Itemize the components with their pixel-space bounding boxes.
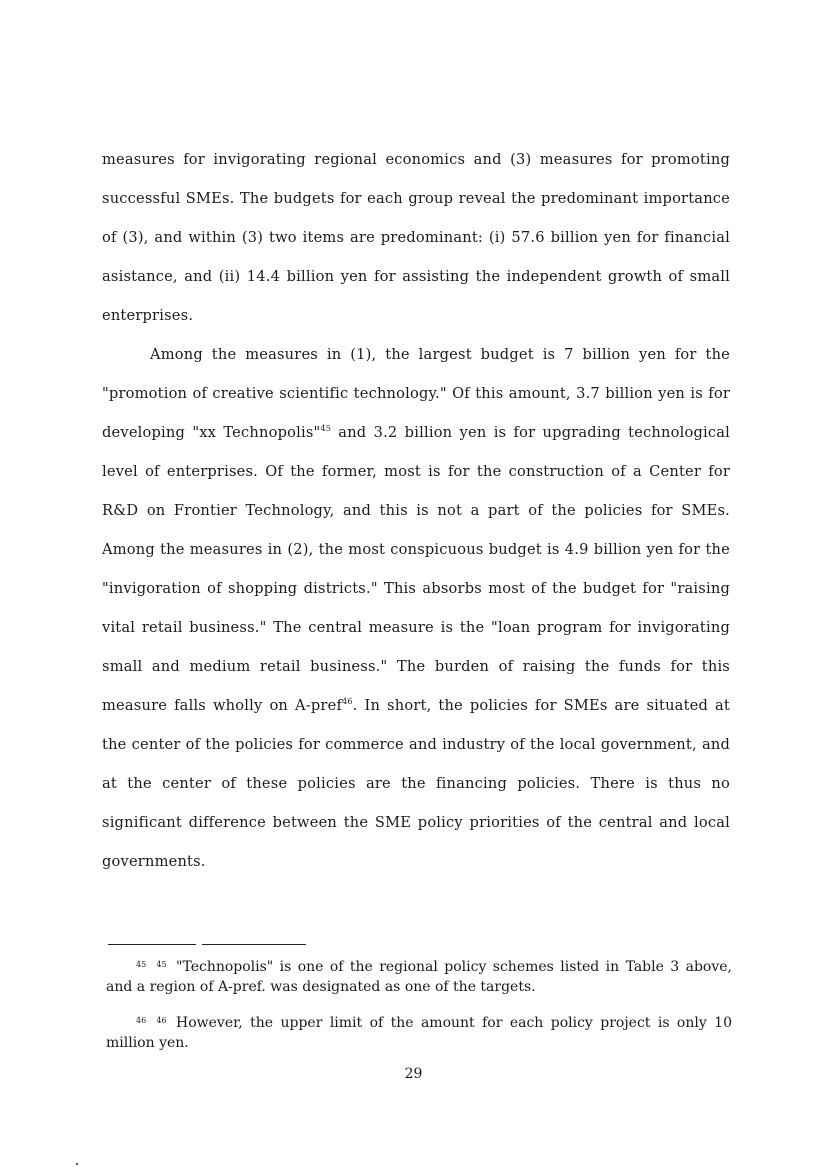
- paragraph-2-part-a: Among the measures in (1), the largest budget is 7 billion yen for the "promotion of creative scientific technology." Of this amount, 3.7 billion yen is for developing "xx Technopolis": [102, 346, 730, 441]
- footnote-text: "Technopolis" is one of the regional policy schemes listed in Table 3 above, and a region of A-pref. was designated as one of the targets.: [106, 959, 732, 995]
- paragraph-2: [102, 335, 730, 881]
- page-number: 29: [404, 1066, 423, 1082]
- footnote-ref-45[interactable]: 45: [320, 424, 332, 433]
- footnote-45: [106, 955, 732, 997]
- footnote-number: 45 45: [136, 960, 167, 969]
- paragraph-2-part-c: . In short, the policies for SMEs are situated at the center of the policies for commerce and industry of the local government, and at the center of these policies are the financing policies. There is thus no significant difference between the SME policy priorities of the central and local governments.: [102, 697, 730, 870]
- footnote-text: However, the upper limit of the amount for each policy project is only 10 million yen.: [106, 1015, 732, 1051]
- footnote-number: 46 46: [136, 1016, 167, 1025]
- footnote-rule-segment: [202, 944, 306, 945]
- footnote-rule-segment: [108, 944, 196, 945]
- scan-speck: [76, 1163, 78, 1165]
- body-text: [102, 140, 730, 881]
- paragraph-2-part-b: and 3.2 billion yen is for upgrading technological level of enterprises. Of the former, most is for the construction of a Center for R&D on Frontier Technology, and this is not a part of the policies for SMEs. Among the measures in (2), the most conspicuous budget is 4.9 billion yen for the "invigoration of shopping districts." This absorbs most of the budget for "raising vital retail business." The central measure is the "loan program for invigorating small and medium retail business." The burden of raising the funds for this measure falls wholly on A-pref: [102, 424, 730, 714]
- paragraph-1: measures for invigorating regional economics and (3) measures for promoting successful SMEs. The budgets for each group reveal the predominant importance of (3), and within (3) two items are predominant: (i) 57.6 billion yen for financial asistance, and (ii) 14.4 billion yen for assisting the independent growth of small enterprises.: [102, 151, 730, 324]
- footnote-46: [106, 1011, 732, 1053]
- footnote-ref-46[interactable]: 46: [342, 697, 353, 706]
